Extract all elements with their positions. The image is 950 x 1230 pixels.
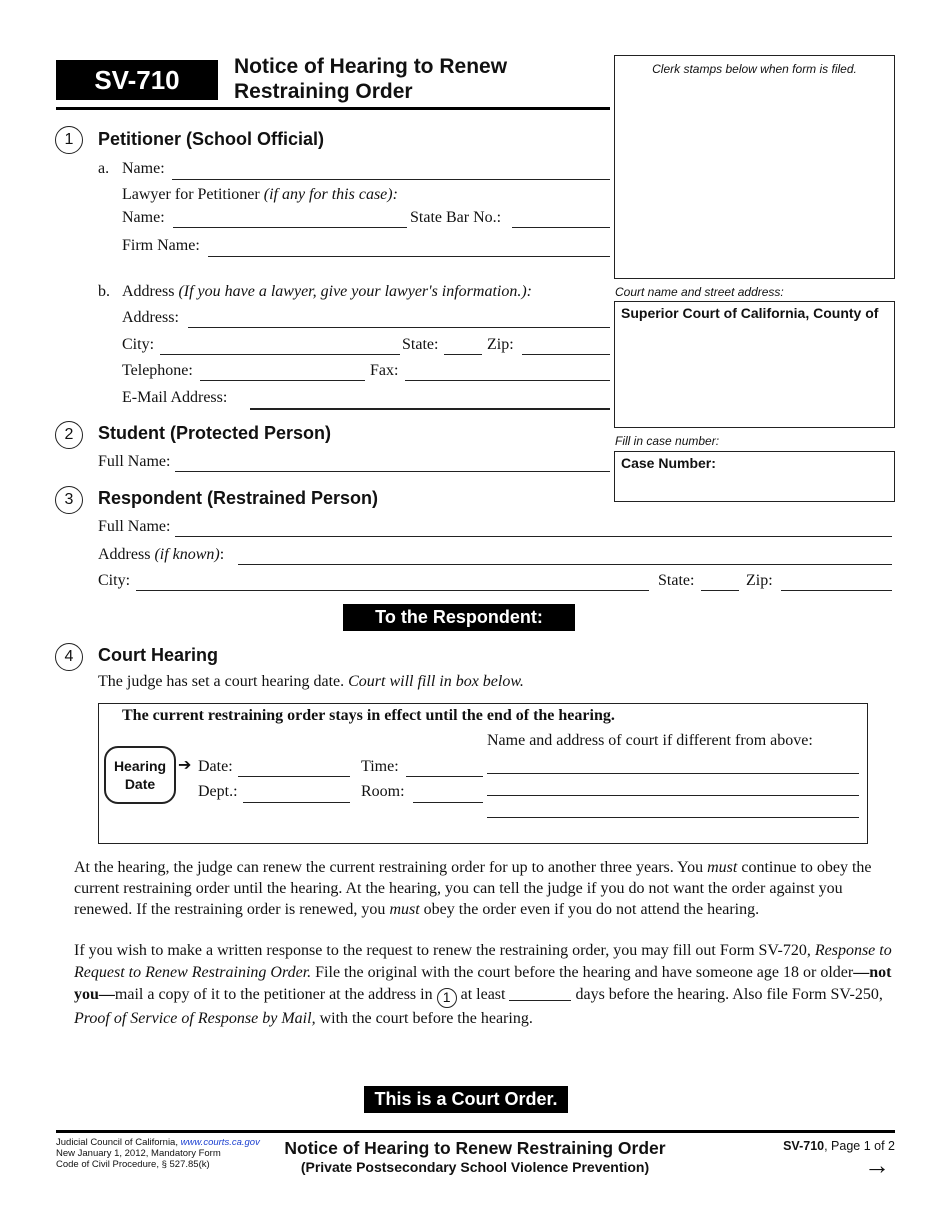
hearing-box-heading: The current restraining order stays in effect until the end of the hearing. [122, 707, 615, 724]
address-label: Address: [122, 309, 179, 326]
other-court-line-2[interactable] [487, 795, 859, 796]
form-title-line1: Notice of Hearing to Renew [234, 55, 508, 78]
para1-must-1: must [707, 859, 738, 876]
footer-form-code: SV-710 [783, 1139, 825, 1153]
section-2-title: Student (Protected Person) [98, 423, 332, 443]
address-intro-text: Address [122, 283, 175, 300]
case-number-text: Case Number: [621, 455, 716, 471]
section-4-number: 4 [55, 643, 83, 671]
state-label: State: [402, 336, 439, 353]
footer-title [254, 1138, 696, 1176]
hearing-time-label: Time: [361, 758, 399, 775]
hearing-dept-label: Dept.: [198, 783, 238, 800]
student-name-field[interactable] [175, 471, 610, 472]
court-name-text: Superior Court of California, County of [621, 305, 879, 321]
city-field[interactable] [160, 354, 400, 355]
section-4-title: Court Hearing [98, 645, 219, 665]
state-bar-label: State Bar No.: [410, 209, 502, 226]
respondent-address-text: Address [98, 546, 151, 563]
case-number-label: Fill in case number: [615, 434, 720, 448]
hearing-date-field[interactable] [238, 776, 350, 777]
zip-label: Zip: [487, 336, 514, 353]
para2-text-6: with the court before the hearing. [315, 1010, 533, 1027]
hearing-room-field[interactable] [413, 802, 483, 803]
hearing-dept-field[interactable] [243, 802, 350, 803]
para2-days-text: days [575, 986, 605, 1003]
footer-council-line [56, 1137, 260, 1148]
state-field[interactable] [444, 354, 482, 355]
petitioner-name-label: Name: [122, 160, 165, 177]
footer-page: , Page 1 of 2 [824, 1139, 895, 1153]
firm-name-field[interactable] [208, 256, 610, 257]
lawyer-name-field[interactable] [173, 227, 407, 228]
para2-text-5: before the hearing. Also file Form SV-250, [604, 986, 883, 1003]
respondent-address-field[interactable] [238, 564, 892, 565]
arrow-right-icon: ➔ [178, 757, 192, 774]
footer-new-date: New January 1, 2012, Mandatory Form [56, 1148, 221, 1159]
state-bar-field[interactable] [512, 227, 610, 228]
respondent-name-field[interactable] [175, 536, 892, 537]
respondent-address-note: (if known) [154, 546, 220, 563]
lawyer-label [122, 186, 398, 204]
section-3-title: Respondent (Restrained Person) [98, 488, 379, 508]
respondent-address-colon: : [219, 546, 225, 563]
footer-code: Code of Civil Procedure, § 527.85(k) [56, 1159, 210, 1170]
case-number-box[interactable] [614, 451, 895, 502]
respondent-zip-label: Zip: [746, 572, 773, 589]
form-title-line2: Restraining Order [234, 80, 413, 103]
hearing-room-label: Room: [361, 783, 405, 800]
respondent-zip-field[interactable] [781, 590, 892, 591]
court-address-box[interactable] [614, 301, 895, 428]
para2-proof-title: Proof of Service of Response by Mail, [74, 1010, 316, 1027]
telephone-field[interactable] [200, 380, 365, 381]
petitioner-name-field[interactable] [172, 179, 610, 180]
other-court-line-3[interactable] [487, 817, 859, 818]
hearing-badge-line1: Hearing [113, 758, 167, 774]
city-label: City: [122, 336, 155, 353]
section-1-number: 1 [55, 126, 83, 154]
form-code-badge: SV-710 [56, 60, 218, 100]
hearing-date-badge [104, 746, 176, 804]
footer-url-link[interactable]: www.courts.ca.gov [180, 1137, 260, 1148]
response-instructions-paragraph [74, 940, 894, 1030]
fax-label: Fax: [370, 362, 399, 379]
item-b-marker: b. [98, 283, 110, 300]
respondent-city-label: City: [98, 572, 131, 589]
address-field[interactable] [188, 327, 610, 328]
section-2-number: 2 [55, 421, 83, 449]
form-title [234, 54, 507, 104]
student-name-label: Full Name: [98, 453, 171, 470]
footer-title-sub: (Private Postsecondary School Violence Prevention) [300, 1159, 650, 1175]
para2-form-title: Response to Request to Renew Restraining Order. [74, 942, 892, 981]
other-court-label: Name and address of court if different from above: [487, 732, 813, 749]
hearing-intro-text: The judge has set a court hearing date. [98, 673, 345, 690]
fax-field[interactable] [405, 380, 610, 381]
clerk-stamp-note: Clerk stamps below when form is filed. [652, 62, 857, 76]
para2-not-you: —not you— [74, 964, 892, 1003]
section-1-title: Petitioner (School Official) [98, 129, 325, 149]
email-field[interactable] [250, 408, 610, 410]
hearing-intro-note: Court will fill in box below. [348, 673, 524, 690]
header-rule [56, 107, 610, 110]
respondent-name-label: Full Name: [98, 518, 171, 535]
respondent-state-field[interactable] [701, 590, 739, 591]
para2-section-circle: 1 [437, 988, 457, 1008]
footer-citation [56, 1137, 260, 1170]
footer-title-main: Notice of Hearing to Renew Restraining Order [284, 1138, 666, 1158]
footer-council: Judicial Council of California, [56, 1137, 178, 1148]
next-page-arrow-icon[interactable]: → [864, 1150, 890, 1180]
para2-days [571, 986, 604, 1003]
telephone-label: Telephone: [122, 362, 193, 379]
para1-text-2: continue to obey the current restraining order until the hearing. At the hearing, you can tell the judge if you do not want the order against you renewed. If the restraining order is renewed, you [74, 859, 872, 918]
section-3-number: 3 [55, 486, 83, 514]
hearing-time-field[interactable] [406, 776, 483, 777]
address-intro-note: (If you have a lawyer, give your lawyer's information.): [178, 283, 533, 300]
hearing-badge-line2: Date [124, 776, 156, 792]
address-intro [122, 283, 532, 301]
renewal-notice-paragraph [74, 857, 894, 920]
respondent-address-label [98, 546, 224, 564]
court-order-banner: This is a Court Order. [364, 1086, 568, 1113]
respondent-state-label: State: [658, 572, 695, 589]
lawyer-note: (if any for this case): [263, 186, 398, 203]
para2-text-4: at least [456, 986, 510, 1003]
para2-text-3: mail a copy of it to the petitioner at the address in [114, 986, 437, 1003]
para2-text-1: If you wish to make a written response to the request to renew the restraining order, you may fill out Form SV-720, [74, 942, 815, 959]
clerk-stamp-box [614, 55, 895, 279]
item-a-marker: a. [98, 160, 110, 177]
para1-must-2: must [389, 901, 420, 918]
hearing-date-label: Date: [198, 758, 233, 775]
footer-rule [56, 1130, 895, 1133]
lawyer-name-label: Name: [122, 209, 165, 226]
hearing-intro [98, 673, 524, 691]
other-court-line-1[interactable] [487, 773, 859, 774]
to-respondent-banner: To the Respondent: [343, 604, 575, 631]
court-address-label: Court name and street address: [615, 285, 784, 299]
para1-text-1: At the hearing, the judge can renew the current restraining order for up to another three years. You [74, 859, 708, 876]
days-blank-field[interactable] [509, 986, 571, 1001]
email-label: E-Mail Address: [122, 389, 228, 406]
zip-field[interactable] [522, 354, 610, 355]
para1-text-3: obey the order even if you do not attend the hearing. [419, 901, 760, 918]
respondent-city-field[interactable] [136, 590, 649, 591]
para2-text-2: File the original with the court before the hearing and have someone age 18 or older [311, 964, 854, 981]
lawyer-label-text: Lawyer for Petitioner [122, 186, 260, 203]
firm-name-label: Firm Name: [122, 237, 200, 254]
